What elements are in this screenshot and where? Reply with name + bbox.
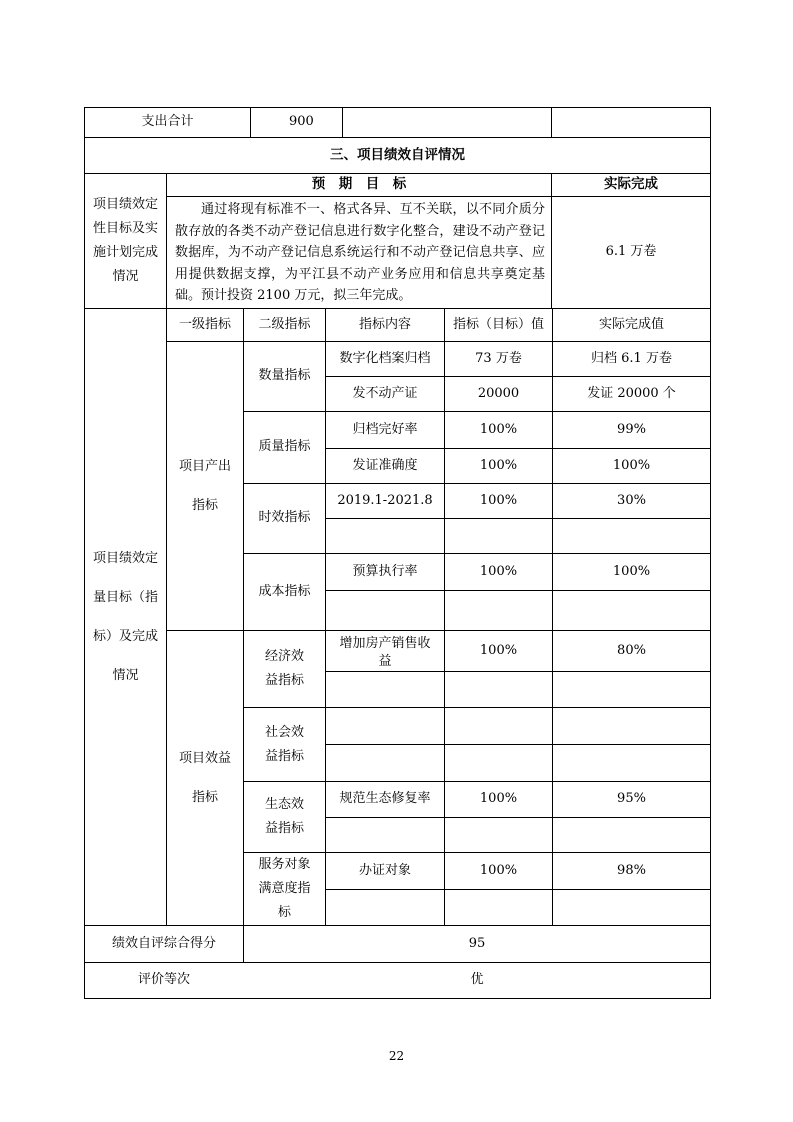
indicator-target: 100%	[479, 563, 518, 579]
header-content: 指标内容	[358, 316, 411, 332]
grid-line	[325, 671, 711, 672]
level2-timeliness: 时效指标	[258, 510, 311, 526]
grade-value: 优	[470, 972, 484, 988]
budget-total-amount: 900	[289, 114, 314, 130]
grid-line	[325, 744, 711, 745]
expected-goal-description	[167, 199, 551, 308]
level2-economic-benefit: 经济效益指标	[264, 649, 304, 688]
indicator-actual: 30%	[617, 492, 646, 508]
indicator-actual: 98%	[617, 862, 646, 878]
actual-completion-value: 6.1 万卷	[605, 244, 657, 260]
indicator-content: 归档完好率	[352, 421, 418, 437]
grid-line	[325, 518, 711, 519]
level2-ecological-benefit: 生态效益指标	[264, 797, 304, 836]
page-number: 22	[388, 1049, 405, 1063]
indicator-actual: 95%	[617, 791, 646, 807]
indicator-target: 100%	[479, 492, 518, 508]
expected-goal-text: 通过将现有标准不一、格式各异、互不关联，以不同介质分散存放的各类不动产登记信息进行数字化整合，建设不动产登记数据库，为不动产登记信息系统运行和不动产登记信息共享、应用提供数据支撑，为平江县不动产业务应用和信息共享奠定基础。预计投资 2100 万元，拟三年完成。	[175, 202, 545, 303]
header-target: 指标（目标）值	[452, 316, 544, 332]
grid-line	[342, 107, 343, 138]
grid-line	[325, 817, 711, 818]
indicator-content: 数字化档案归档	[339, 350, 431, 366]
grid-line	[325, 590, 711, 591]
indicator-target: 100%	[479, 457, 518, 473]
header-actual: 实际完成值	[598, 316, 664, 332]
budget-total-label: 支出合计	[141, 114, 194, 130]
grid-line	[325, 889, 711, 890]
indicator-actual: 发证 20000 个	[587, 385, 676, 401]
indicator-content: 办证对象	[358, 862, 411, 878]
table-border-bottom	[84, 998, 711, 999]
indicator-actual: 99%	[617, 421, 646, 437]
grade-label: 评价等次	[137, 972, 190, 988]
indicator-content: 发不动产证	[352, 385, 418, 401]
indicator-actual: 80%	[617, 642, 646, 658]
level2-social-benefit: 社会效益指标	[264, 724, 304, 764]
indicator-target: 100%	[479, 421, 518, 437]
quantitative-goal-label: 项目绩效定量目标（指标）及完成情况	[93, 551, 159, 683]
score-label: 绩效自评综合得分	[111, 935, 216, 951]
level2-satisfaction: 服务对象满意度指标	[258, 857, 311, 920]
level2-quality: 质量指标	[258, 439, 311, 455]
header-level1: 一级指标	[178, 316, 231, 332]
indicator-content: 增加房产销售收益	[339, 636, 431, 669]
level2-quantity: 数量指标	[258, 368, 311, 384]
indicator-content: 发证准确度	[352, 457, 418, 473]
section-title: 三、项目绩效自评情况	[330, 146, 465, 163]
indicator-actual: 归档 6.1 万卷	[591, 350, 672, 366]
header-level2: 二级指标	[258, 316, 311, 332]
indicator-actual: 100%	[612, 563, 651, 579]
indicator-target: 100%	[479, 642, 518, 658]
level1-benefit-indicator: 项目效益指标	[178, 751, 231, 805]
indicator-content: 预算执行率	[352, 563, 418, 579]
indicator-target: 100%	[479, 791, 518, 807]
qualitative-goal-label: 项目绩效定性目标及实施计划完成情况	[92, 197, 158, 284]
score-value: 95	[468, 935, 486, 951]
indicator-target: 20000	[477, 385, 520, 401]
indicator-actual: 100%	[612, 457, 651, 473]
level2-cost: 成本指标	[258, 583, 311, 599]
indicator-content: 2019.1-2021.8	[337, 492, 433, 508]
actual-completion-header: 实际完成	[604, 176, 658, 193]
indicator-target: 73 万卷	[475, 350, 522, 366]
indicator-target: 100%	[479, 862, 518, 878]
indicator-content: 规范生态修复率	[339, 791, 431, 807]
grid-line	[551, 107, 552, 138]
level1-output-indicator: 项目产出指标	[178, 459, 231, 513]
expected-goal-header: 预 期 目 标	[311, 176, 407, 193]
